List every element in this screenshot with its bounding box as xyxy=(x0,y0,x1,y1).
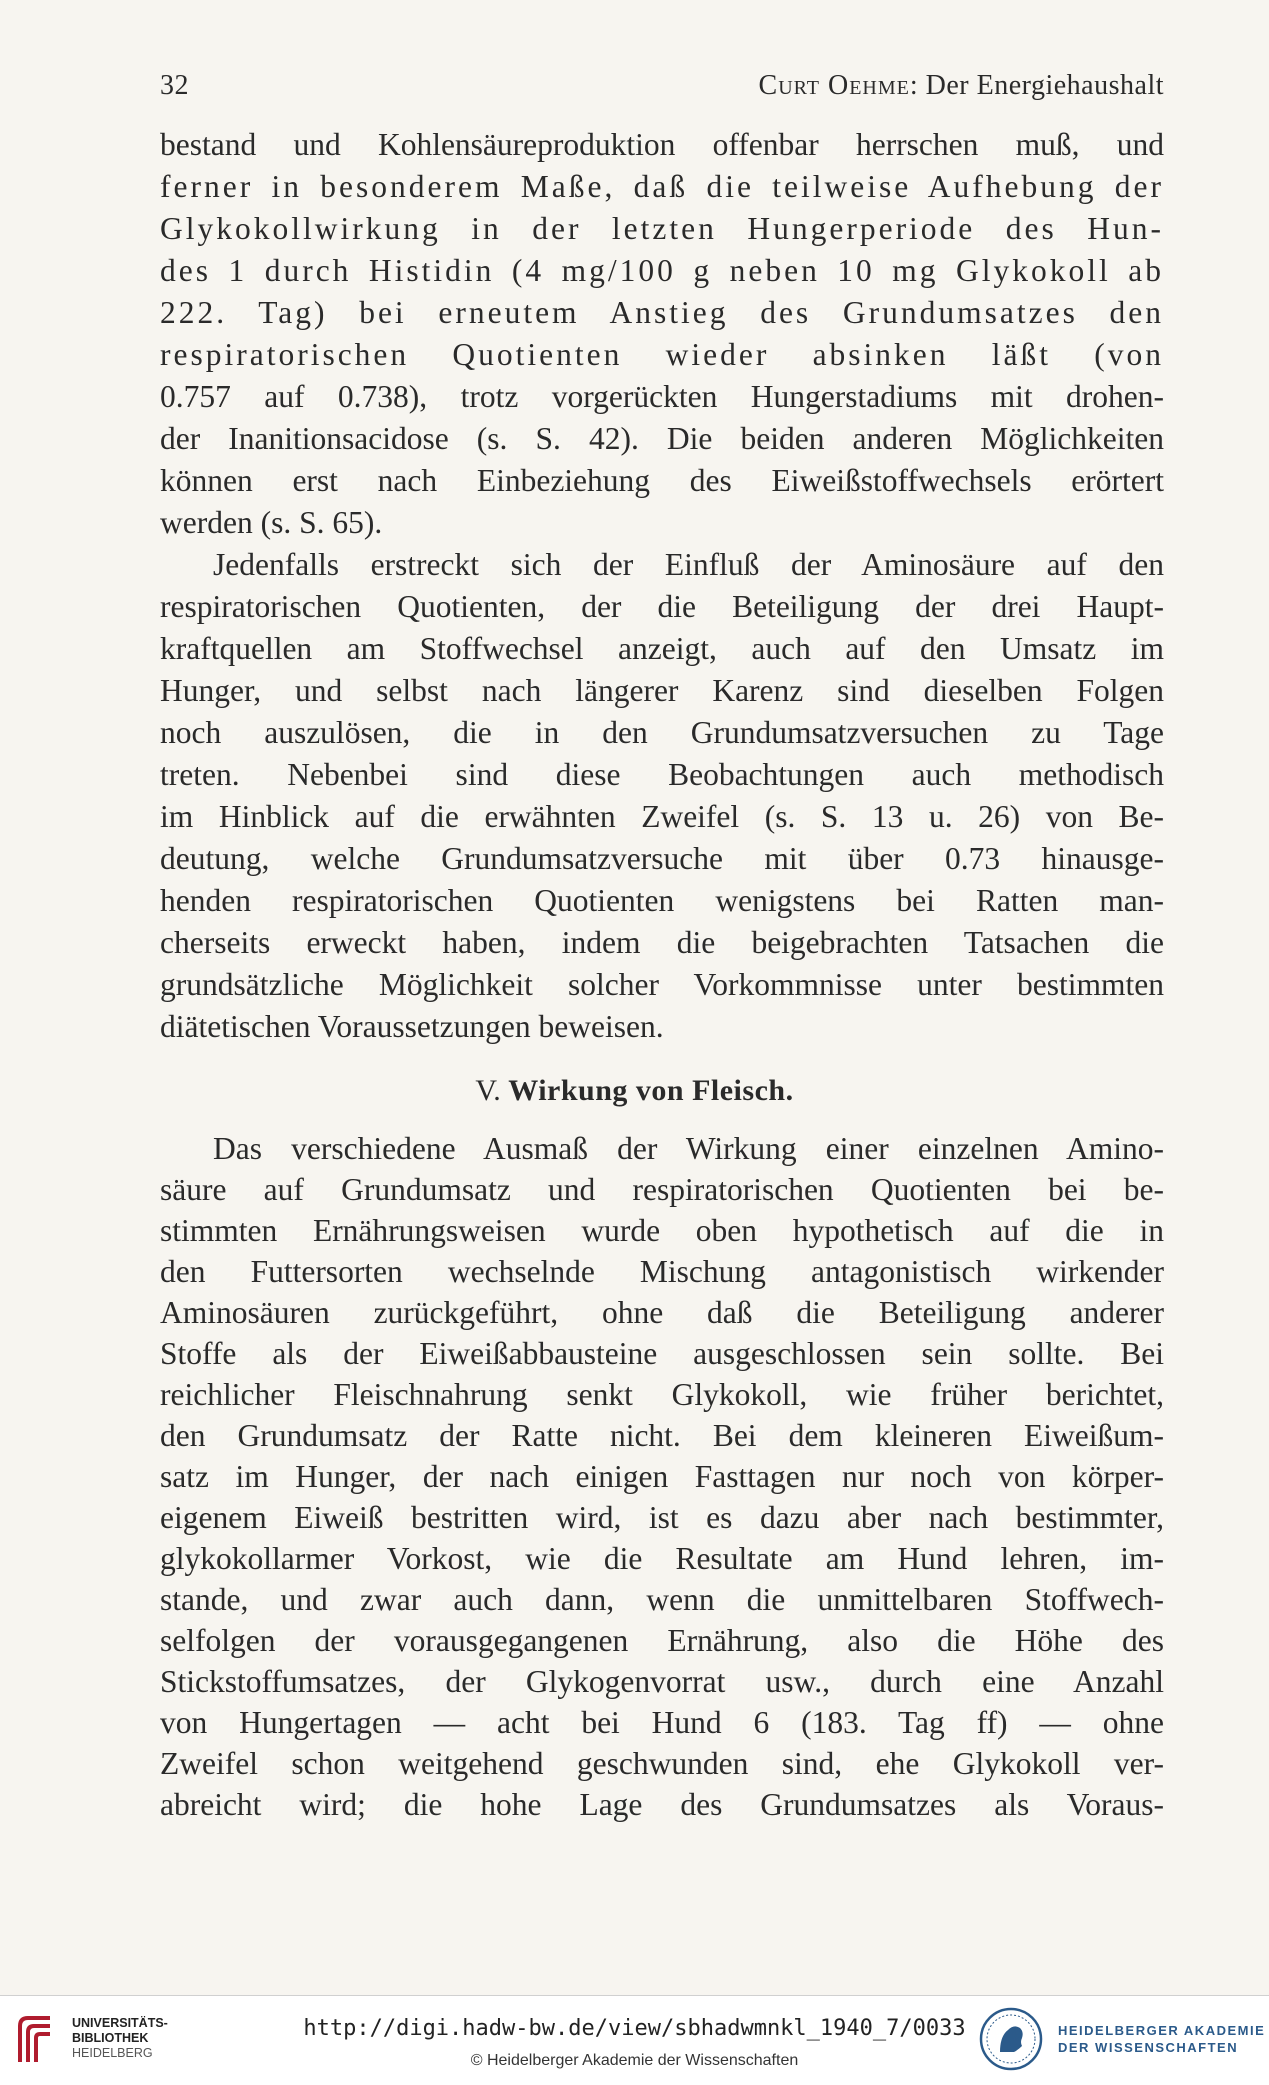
text-line: deutung, welche Grundumsatzversuche mit über 0.73 hinausge- xyxy=(160,841,1164,876)
text-line: ferner in besonderem Maße, daß die teilweise Aufhebung der xyxy=(160,169,1164,204)
viewer-footer xyxy=(0,1995,1269,2085)
title-separator: : xyxy=(909,70,919,101)
text-line: 222. Tag) bei erneutem Anstieg des Grundumsatzes den xyxy=(160,295,1164,330)
text-line: selfolgen der vorausgegangenen Ernährung, also die Höhe des xyxy=(160,1623,1164,1658)
text-line: reichlicher Fleischnahrung senkt Glykokoll, wie früher berichtet, xyxy=(160,1377,1164,1412)
text-line: treten. Nebenbei sind diese Beobachtungen auch methodisch xyxy=(160,757,1164,792)
text-line: cherseits erweckt haben, indem die beigebrachten Tatsachen die xyxy=(160,925,1164,960)
section-title: Wirkung von Fleisch. xyxy=(508,1074,794,1107)
text-line: Hunger, und selbst nach längerer Karenz sind dieselben Folgen xyxy=(160,673,1164,708)
text-line: im Hinblick auf die erwähnten Zweifel (s. S. 13 u. 26) von Be- xyxy=(160,799,1164,834)
library-line: UNIVERSITÄTS- xyxy=(72,2016,168,2030)
text-line: eigenem Eiweiß bestritten wird, ist es dazu aber nach bestimmter, xyxy=(160,1500,1164,1535)
text-line: Glykokollwirkung in der letzten Hungerperiode des Hun- xyxy=(160,211,1164,246)
text-line: des 1 durch Histidin (4 mg/100 g neben 10 mg Glykokoll ab xyxy=(160,253,1164,288)
library-line: BIBLIOTHEK xyxy=(72,2031,149,2045)
text-line: stande, und zwar auch dann, wenn die unmittelbaren Stoffwech- xyxy=(160,1582,1164,1617)
text-line: 0.757 auf 0.738), trotz vorgerückten Hungerstadiums mit drohen- xyxy=(160,379,1164,414)
text-line: den Futtersorten wechselnde Mischung antagonistisch wirkender xyxy=(160,1254,1164,1289)
text-line: von Hungertagen — acht bei Hund 6 (183. Tag ff) — ohne xyxy=(160,1705,1164,1740)
running-head xyxy=(160,70,1164,106)
text-line: der Inanitionsacidose (s. S. 42). Die beiden anderen Möglichkeiten xyxy=(160,421,1164,456)
running-title xyxy=(759,70,1164,102)
text-line: Jedenfalls erstreckt sich der Einfluß der Aminosäure auf den xyxy=(213,547,1164,582)
text-line: werden (s. S. 65). xyxy=(160,505,383,540)
text-line: respiratorischen Quotienten, der die Beteiligung der drei Haupt- xyxy=(160,589,1164,624)
text-line: stimmten Ernährungsweisen wurde oben hypothetisch auf die in xyxy=(160,1213,1164,1248)
text-line: diätetischen Voraussetzungen beweisen. xyxy=(160,1009,664,1044)
text-line: Stickstoffumsatzes, der Glykogenvorrat usw., durch eine Anzahl xyxy=(160,1664,1164,1699)
text-line: glykokollarmer Vorkost, wie die Resultate am Hund lehren, im- xyxy=(160,1541,1164,1576)
text-line: respiratorischen Quotienten wieder absinken läßt (von xyxy=(160,337,1164,372)
section-number: V. xyxy=(475,1074,501,1107)
text-line: den Grundumsatz der Ratte nicht. Bei dem kleineren Eiweißum- xyxy=(160,1418,1164,1453)
library-line: HEIDELBERG xyxy=(72,2046,153,2060)
section-heading xyxy=(0,1072,1269,1110)
academy-line: HEIDELBERGER AKADEMIE xyxy=(1058,2023,1266,2038)
text-line: Zweifel schon weitgehend geschwunden sind, ehe Glykokoll ver- xyxy=(160,1746,1164,1781)
copyright-notice: © Heidelberger Akademie der Wissenschaften xyxy=(470,2052,799,2069)
text-line: bestand und Kohlensäureproduktion offenbar herrschen muß, und xyxy=(160,127,1164,162)
source-url-link[interactable]: http://digi.hadw-bw.de/view/sbhadwmnkl_1940_7/0033 xyxy=(303,2016,966,2041)
text-line: abreicht wird; die hohe Lage des Grundumsatzes als Voraus- xyxy=(160,1787,1164,1822)
text-line: kraftquellen am Stoffwechsel anzeigt, auch auf den Umsatz im xyxy=(160,631,1164,666)
text-line: Aminosäuren zurückgeführt, ohne daß die Beteiligung anderer xyxy=(160,1295,1164,1330)
text-line: können erst nach Einbeziehung des Eiweißstoffwechsels erörtert xyxy=(160,463,1164,498)
text-line: noch auszulösen, die in den Grundumsatzversuchen zu Tage xyxy=(160,715,1164,750)
academy-line: DER WISSENSCHAFTEN xyxy=(1058,2040,1239,2055)
text-line: Das verschiedene Ausmaß der Wirkung einer einzelnen Amino- xyxy=(213,1131,1164,1166)
text-line: henden respiratorischen Quotienten wenigstens bei Ratten man- xyxy=(160,883,1164,918)
text-line: säure auf Grundumsatz und respiratorischen Quotienten bei be- xyxy=(160,1172,1164,1207)
book-title: Der Energiehaushalt xyxy=(925,70,1164,101)
text-line: grundsätzliche Möglichkeit solcher Vorkommnisse unter bestimmten xyxy=(160,967,1164,1002)
academy-seal-icon xyxy=(978,2006,1044,2072)
text-line: satz im Hunger, der nach einigen Fasttagen nur noch von körper- xyxy=(160,1459,1164,1494)
author-name: Curt Oehme xyxy=(758,70,910,101)
page-number: 32 xyxy=(160,70,189,101)
academy-name xyxy=(1058,2022,1265,2056)
text-line: Stoffe als der Eiweißabbausteine ausgeschlossen sein sollte. Bei xyxy=(160,1336,1164,1371)
